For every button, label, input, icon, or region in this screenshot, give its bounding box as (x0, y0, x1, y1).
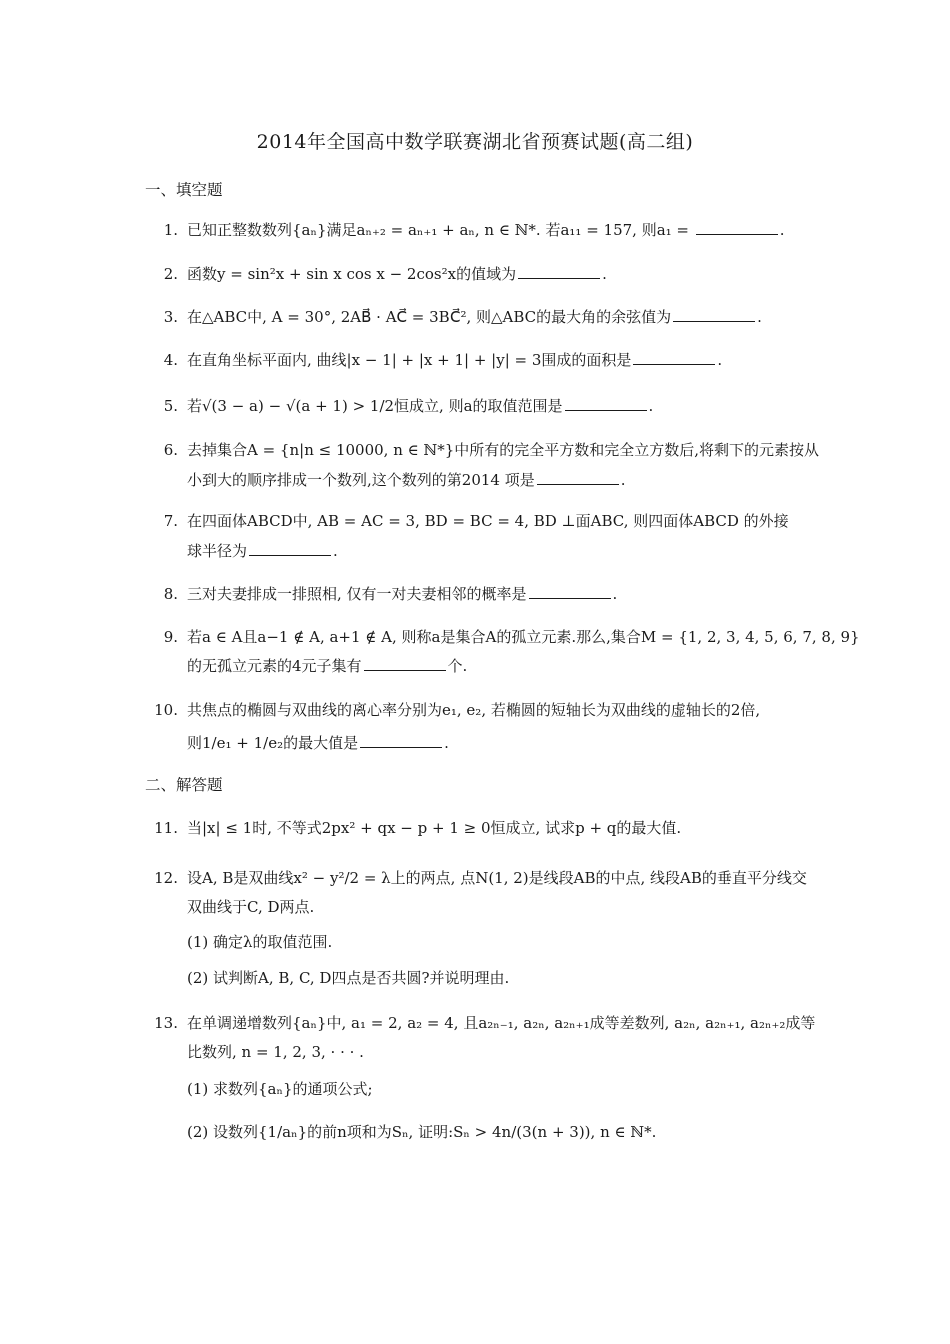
punct: . (620, 471, 626, 489)
punct: . (444, 734, 449, 752)
question-5-text: 若√(3 − a) − √(a + 1) > 1/2恒成立, 则a的取值范围是 (187, 397, 563, 415)
question-10-line-2: 则1/e₁ + 1/e₂的最大值是 (187, 734, 359, 752)
answer-blank (518, 264, 600, 279)
answer-blank (696, 220, 778, 235)
answer-blank (249, 541, 331, 556)
punct: . (717, 351, 723, 369)
section-heading-fill: 一、填空题 (145, 181, 223, 199)
section-heading-solve: 二、解答题 (145, 776, 223, 794)
question-12-part-2: (2) 试判断A, B, C, D四点是否共圆?并说明理由. (187, 969, 510, 987)
question-text (187, 733, 449, 753)
question-text (187, 584, 617, 604)
answer-blank (364, 656, 446, 671)
question-9-line-1: 若a ∈ A且a−1 ∉ A, a+1 ∉ A, 则称a是集合A的孤立元素.那么,集合M = {1, 2, 3, 4, 5, 6, 7, 8, 9} (187, 628, 860, 646)
answer-blank (360, 733, 442, 748)
punct: . (602, 265, 607, 283)
question-number: 10. (154, 701, 178, 719)
question-number: 2. (163, 265, 178, 283)
question-number: 11. (154, 819, 178, 837)
question-13-line-2: 比数列, n = 1, 2, 3, · · · . (187, 1043, 364, 1061)
question-7-line-1: 在四面体ABCD中, AB = AC = 3, BD = BC = 4, BD ⊥面ABC, 则四面体ABCD 的外接 (187, 512, 789, 530)
answer-blank (633, 350, 715, 365)
question-7-line-2: 球半径为 (187, 542, 248, 560)
answer-blank (673, 307, 755, 322)
question-number: 13. (154, 1014, 178, 1032)
punct: 个. (447, 657, 468, 675)
question-8-text: 三对夫妻排成一排照相, 仅有一对夫妻相邻的概率是 (187, 585, 527, 603)
question-number: 7. (163, 512, 178, 530)
punct: . (612, 585, 618, 603)
question-12-line-1: 设A, B是双曲线x² − y²/2 = λ上的两点, 点N(1, 2)是线段AB的中点, 线段AB的垂直平分线交 (187, 869, 807, 887)
page-title: 2014年全国高中数学联赛湖北省预赛试题(高二组) (256, 131, 694, 153)
question-text (187, 396, 653, 416)
question-number: 4. (163, 351, 178, 369)
question-text (187, 470, 626, 490)
question-number: 1. (163, 221, 178, 239)
punct: . (757, 308, 762, 326)
answer-blank (529, 584, 611, 599)
question-text (187, 220, 785, 240)
question-12-line-2: 双曲线于C, D两点. (187, 898, 315, 916)
question-13-part-1: (1) 求数列{aₙ}的通项公式; (187, 1080, 373, 1098)
question-number: 5. (163, 397, 178, 415)
question-number: 8. (163, 585, 178, 603)
question-number: 12. (154, 869, 178, 887)
question-6-line-2: 小到大的顺序排成一个数列,这个数列的第2014 项是 (187, 471, 535, 489)
question-12-part-1: (1) 确定λ的取值范围. (187, 933, 333, 951)
answer-blank (565, 396, 647, 411)
question-4-text: 在直角坐标平面内, 曲线|x − 1| + |x + 1| + |y| = 3围成的面积是 (187, 351, 632, 369)
question-10-line-1: 共焦点的椭圆与双曲线的离心率分别为e₁, e₂, 若椭圆的短轴长为双曲线的虚轴长的2倍, (187, 701, 761, 719)
question-11-text: 当|x| ≤ 1时, 不等式2px² + qx − p + 1 ≥ 0恒成立, 试求p + q的最大值. (187, 819, 682, 837)
question-1-text: 已知正整数数列{aₙ}满足aₙ₊₂ = aₙ₊₁ + aₙ, n ∈ ℕ*. 若a₁₁ = 157, 则a₁ = (187, 221, 690, 239)
punct: . (333, 542, 338, 560)
question-2-text: 函数y = sin²x + sin x cos x − 2cos²x的值域为 (187, 265, 517, 283)
question-text (187, 656, 467, 676)
question-text (187, 264, 607, 284)
punct: . (648, 397, 654, 415)
question-6-line-1: 去掉集合A = {n|n ≤ 10000, n ∈ ℕ*}中所有的完全平方数和完全立方数后,将剩下的元素按从 (187, 441, 820, 459)
question-13-line-1: 在单调递增数列{aₙ}中, a₁ = 2, a₂ = 4, 且a₂ₙ₋₁, a₂ₙ, a₂ₙ₊₁成等差数列, a₂ₙ, a₂ₙ₊₁, a₂ₙ₊₂成等 (187, 1014, 816, 1032)
question-number: 6. (163, 441, 178, 459)
punct: . (779, 221, 785, 239)
question-text (187, 350, 722, 370)
question-text (187, 307, 762, 327)
answer-blank (537, 470, 619, 485)
question-number: 9. (163, 628, 178, 646)
question-number: 3. (163, 308, 178, 326)
question-13-part-2: (2) 设数列{1/aₙ}的前n项和为Sₙ, 证明:Sₙ > 4n/(3(n + 3)), n ∈ ℕ*. (187, 1123, 657, 1141)
question-9-line-2: 的无孤立元素的4元子集有 (187, 657, 362, 675)
question-text (187, 541, 338, 561)
question-3-text: 在△ABC中, A = 30°, 2AB⃗ · AC⃗ = 3BC⃗², 则△ABC的最大角的余弦值为 (187, 308, 672, 326)
